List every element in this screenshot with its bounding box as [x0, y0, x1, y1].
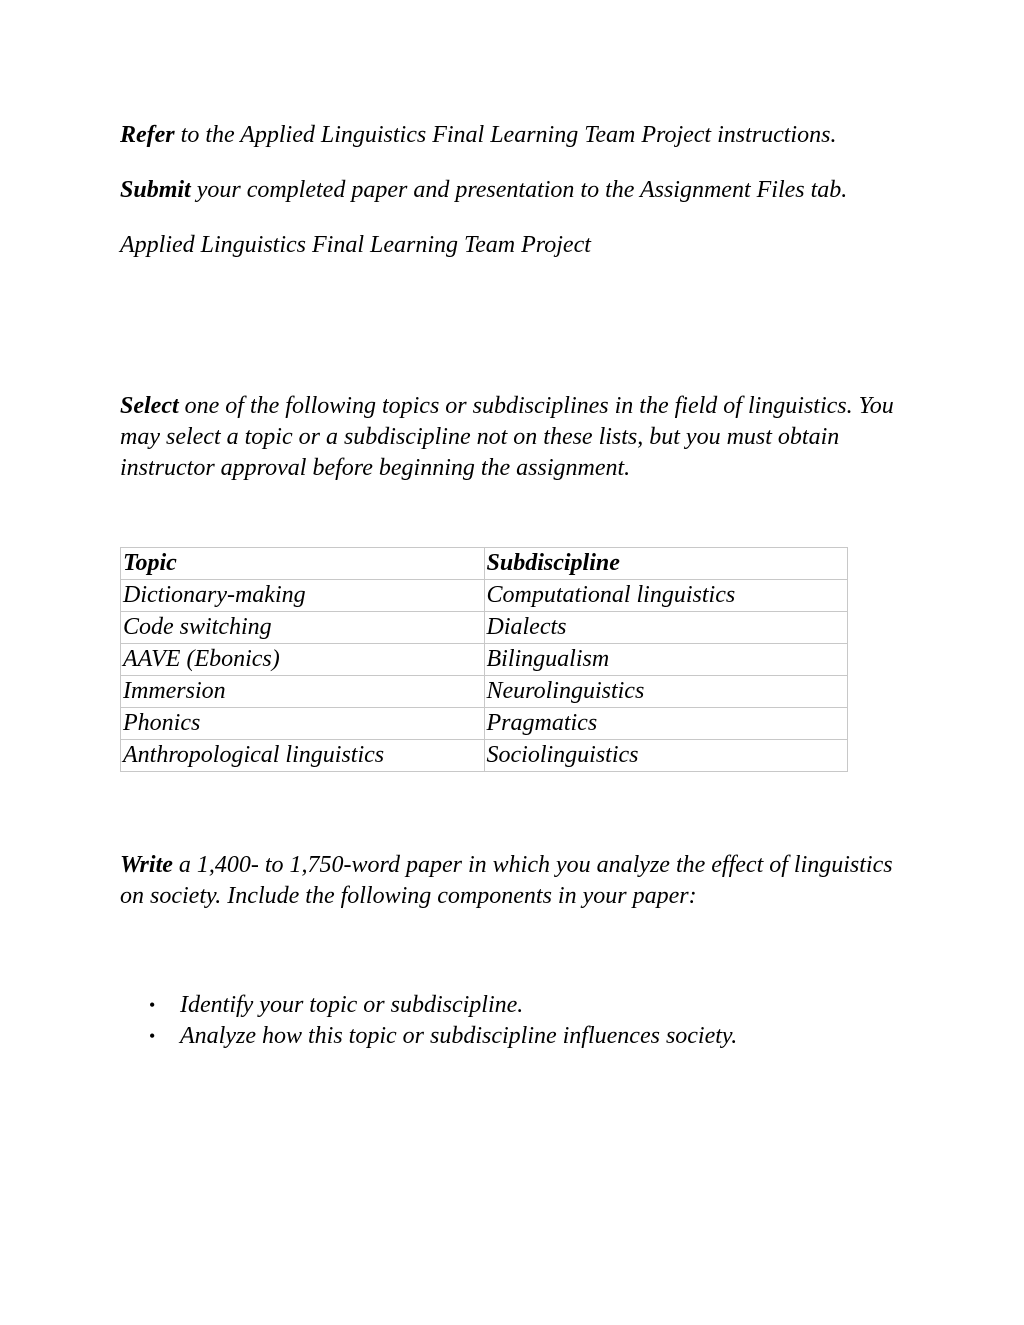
- table-cell: Phonics: [121, 708, 485, 740]
- table-cell: Immersion: [121, 676, 485, 708]
- table-row: [121, 612, 848, 644]
- table-header-cell: Subdiscipline: [484, 548, 848, 580]
- select-lead: Select: [120, 393, 179, 419]
- list-item-text: Analyze how this topic or subdiscipline influences society.: [180, 1023, 738, 1049]
- table-cell: AAVE (Ebonics): [121, 644, 485, 676]
- write-paragraph: [120, 850, 910, 912]
- list-item: [149, 1021, 910, 1052]
- bullet-icon: •: [149, 995, 156, 1015]
- table-row: [121, 580, 848, 612]
- submit-text: your completed paper and presentation to the Assignment Files tab.: [190, 177, 848, 203]
- refer-text: to the Applied Linguistics Final Learning Team Project instructions.: [174, 122, 837, 148]
- submit-lead: Submit: [120, 177, 191, 203]
- table-cell: Sociolinguistics: [484, 740, 848, 772]
- list-item-text: Identify your topic or subdiscipline.: [180, 992, 524, 1018]
- refer-lead: Refer: [120, 122, 175, 148]
- table-cell: Neurolinguistics: [484, 676, 848, 708]
- table-row: [121, 676, 848, 708]
- table-cell: Bilingualism: [484, 644, 848, 676]
- project-heading: Applied Linguistics Final Learning Team Project: [120, 232, 591, 258]
- table-cell: Dialects: [484, 612, 848, 644]
- table-row: [121, 740, 848, 772]
- write-text: a 1,400- to 1,750-word paper in which you analyze the effect of linguistics on society. Include the following components in your paper:: [120, 852, 893, 909]
- components-list: [120, 990, 910, 1052]
- table-cell: Dictionary-making: [121, 580, 485, 612]
- list-item: [149, 990, 910, 1021]
- table-cell: Pragmatics: [484, 708, 848, 740]
- topics-table: [120, 547, 848, 772]
- table-row: [121, 644, 848, 676]
- bullet-icon: •: [149, 1026, 156, 1046]
- refer-paragraph: [120, 120, 910, 151]
- write-lead: Write: [120, 852, 173, 878]
- table-cell: Code switching: [121, 612, 485, 644]
- document-page: [120, 120, 910, 1052]
- table-header-cell: Topic: [121, 548, 485, 580]
- table-row: [121, 708, 848, 740]
- select-paragraph: [120, 391, 910, 484]
- select-text: one of the following topics or subdisciplines in the field of linguistics. You may select a topic or a subdiscipline not on these lists, but you must obtain instructor approval before beginning the assignment.: [120, 393, 894, 481]
- table-cell: Computational linguistics: [484, 580, 848, 612]
- submit-paragraph: [120, 175, 910, 206]
- table-header-row: [121, 548, 848, 580]
- table-cell: Anthropological linguistics: [121, 740, 485, 772]
